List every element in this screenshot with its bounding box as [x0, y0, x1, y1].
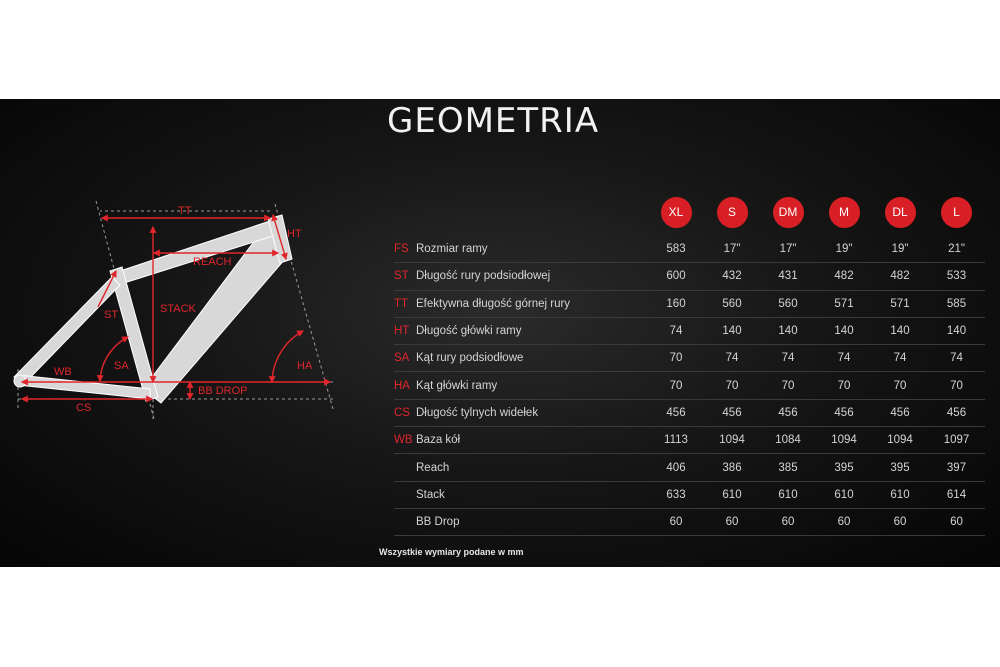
row-label-cell	[394, 263, 648, 290]
value-cell: 1113	[648, 427, 704, 454]
label-wb: WB	[54, 366, 72, 378]
value-cell: 610	[760, 481, 816, 508]
sa-arc	[100, 337, 128, 381]
value-cell: 571	[816, 290, 872, 317]
value-cell: 456	[648, 399, 704, 426]
value-cell: 395	[816, 454, 872, 481]
value-cell: 60	[704, 508, 760, 535]
value-cell: 385	[760, 454, 816, 481]
row-abbr: TT	[394, 297, 409, 310]
value-cell: 456	[760, 399, 816, 426]
value-cell: 74	[648, 317, 704, 344]
frame-geometry-diagram	[0, 99, 360, 439]
row-label-cell	[394, 481, 648, 508]
value-cell: 395	[872, 454, 928, 481]
value-cell: 482	[872, 263, 928, 290]
value-cell: 431	[760, 263, 816, 290]
value-cell: 610	[872, 481, 928, 508]
row-label-cell	[394, 345, 648, 372]
value-cell: 140	[928, 317, 985, 344]
value-cell: 1084	[760, 427, 816, 454]
value-cell: 60	[816, 508, 872, 535]
row-label-cell	[394, 372, 648, 399]
value-cell: 70	[648, 372, 704, 399]
label-stack: STACK	[160, 303, 196, 315]
value-cell: 633	[648, 481, 704, 508]
table-row	[394, 236, 985, 263]
row-abbr: WB	[394, 434, 413, 447]
value-cell: 74	[872, 345, 928, 372]
value-cell: 386	[704, 454, 760, 481]
label-reach: REACH	[193, 256, 232, 268]
label-tt: TT	[178, 205, 192, 217]
table-row	[394, 481, 985, 508]
label-bb-drop: BB DROP	[198, 385, 248, 397]
value-cell: 1094	[704, 427, 760, 454]
value-cell: 560	[760, 290, 816, 317]
size-badge: XL	[661, 197, 692, 228]
value-cell: 614	[928, 481, 985, 508]
value-cell: 160	[648, 290, 704, 317]
row-label: Efektywna długość górnej rury	[416, 297, 571, 310]
size-badge: DM	[773, 197, 804, 228]
table-row	[394, 345, 985, 372]
table-row	[394, 399, 985, 426]
value-cell: 60	[760, 508, 816, 535]
geometry-panel	[0, 99, 1000, 567]
value-cell: 585	[928, 290, 985, 317]
value-cell: 19"	[816, 236, 872, 263]
value-cell: 17"	[760, 236, 816, 263]
footnote: Wszystkie wymiary podane w mm	[379, 547, 524, 557]
value-cell: 60	[872, 508, 928, 535]
row-label: BB Drop	[416, 516, 460, 529]
row-label: Długość główki ramy	[416, 325, 522, 338]
table-row	[394, 508, 985, 535]
value-cell: 70	[872, 372, 928, 399]
row-label: Kąt rury podsiodłowe	[416, 352, 524, 365]
value-cell: 70	[760, 372, 816, 399]
row-abbr: CS	[394, 406, 410, 419]
value-cell: 70	[648, 345, 704, 372]
value-cell: 600	[648, 263, 704, 290]
value-cell: 60	[648, 508, 704, 535]
row-abbr: SA	[394, 352, 410, 365]
label-cs: CS	[76, 402, 92, 414]
value-cell: 610	[816, 481, 872, 508]
size-badge: L	[941, 197, 972, 228]
row-label: Stack	[416, 488, 445, 501]
row-label-cell	[394, 427, 648, 454]
value-cell: 74	[928, 345, 985, 372]
row-abbr: HT	[394, 325, 410, 338]
value-cell: 140	[760, 317, 816, 344]
value-cell: 397	[928, 454, 985, 481]
table-row	[394, 290, 985, 317]
value-cell: 17"	[704, 236, 760, 263]
label-st: ST	[104, 309, 119, 321]
row-label: Długość rury podsiodłowej	[416, 270, 551, 283]
label-ha: HA	[297, 360, 313, 372]
row-label-cell	[394, 399, 648, 426]
value-cell: 74	[816, 345, 872, 372]
row-label-cell	[394, 236, 648, 263]
table-row	[394, 372, 985, 399]
table-row	[394, 263, 985, 290]
size-badge: DL	[885, 197, 916, 228]
page-title: GEOMETRIA	[387, 101, 600, 141]
row-label-cell	[394, 508, 648, 535]
value-cell: 571	[872, 290, 928, 317]
value-cell: 1094	[872, 427, 928, 454]
value-cell: 74	[704, 345, 760, 372]
value-cell: 456	[704, 399, 760, 426]
row-label: Kąt główki ramy	[416, 379, 498, 392]
value-cell: 19"	[872, 236, 928, 263]
value-cell: 70	[928, 372, 985, 399]
value-cell: 74	[760, 345, 816, 372]
value-cell: 432	[704, 263, 760, 290]
table-row	[394, 317, 985, 344]
value-cell: 533	[928, 263, 985, 290]
chain-stay	[18, 375, 150, 399]
row-label: Baza kół	[416, 434, 461, 447]
value-cell: 1097	[928, 427, 985, 454]
dropout	[14, 375, 26, 387]
row-label: Długość tylnych widełek	[416, 406, 539, 419]
row-label: Rozmiar ramy	[416, 243, 488, 256]
value-cell: 140	[704, 317, 760, 344]
row-abbr: HA	[394, 379, 410, 392]
value-cell: 140	[816, 317, 872, 344]
size-badge: S	[717, 197, 748, 228]
row-label-cell	[394, 290, 648, 317]
value-cell: 140	[872, 317, 928, 344]
value-cell: 60	[928, 508, 985, 535]
row-label: Reach	[416, 461, 450, 474]
value-cell: 456	[928, 399, 985, 426]
size-header-row	[394, 190, 985, 236]
label-sa: SA	[114, 360, 129, 372]
row-abbr: FS	[394, 243, 409, 256]
size-badge: M	[829, 197, 860, 228]
table-row	[394, 454, 985, 481]
value-cell: 1094	[816, 427, 872, 454]
value-cell: 456	[872, 399, 928, 426]
value-cell: 583	[648, 236, 704, 263]
value-cell: 482	[816, 263, 872, 290]
label-ht: HT	[287, 228, 302, 240]
row-label-cell	[394, 454, 648, 481]
value-cell: 70	[816, 372, 872, 399]
table-row	[394, 427, 985, 454]
value-cell: 21"	[928, 236, 985, 263]
value-cell: 70	[704, 372, 760, 399]
ha-arc	[272, 331, 303, 382]
row-abbr: ST	[394, 270, 409, 283]
value-cell: 456	[816, 399, 872, 426]
row-label-cell	[394, 317, 648, 344]
geometry-table	[394, 190, 985, 536]
value-cell: 560	[704, 290, 760, 317]
value-cell: 610	[704, 481, 760, 508]
value-cell: 406	[648, 454, 704, 481]
